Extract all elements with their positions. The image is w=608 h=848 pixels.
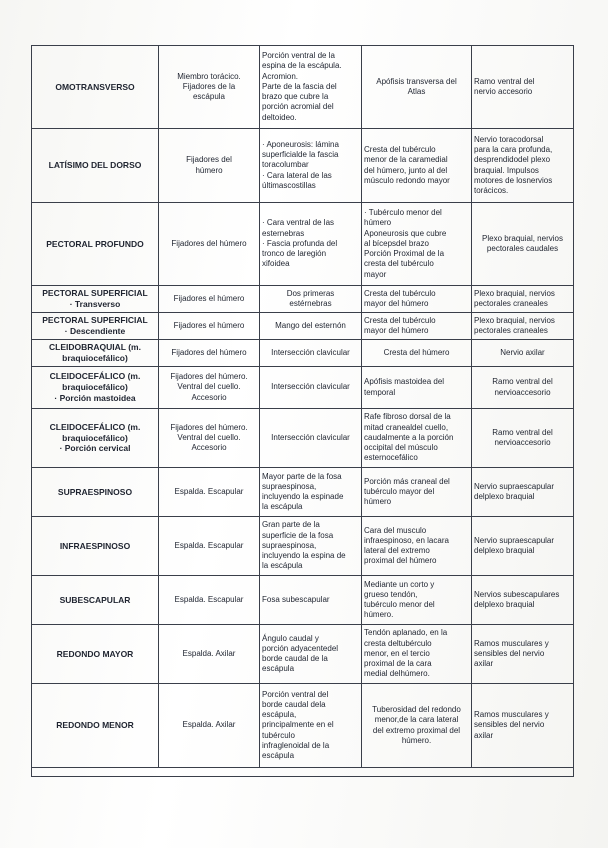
cell-line: borde caudal de la bbox=[262, 654, 328, 663]
cell-line: escápula bbox=[262, 751, 295, 761]
region-cell bbox=[159, 129, 260, 203]
cell-line: xifoidea bbox=[262, 259, 290, 269]
cell-line: cresta deltubérculo bbox=[364, 638, 432, 648]
nerve-cell bbox=[472, 517, 574, 576]
cell-line: · Fascia profunda del bbox=[262, 238, 338, 248]
cell-line: REDONDO MAYOR bbox=[56, 648, 134, 659]
cell-line: Acromion. bbox=[262, 71, 299, 81]
cell-line: Accesorio bbox=[191, 392, 227, 402]
cell-line: Porción ventral de la bbox=[262, 51, 335, 61]
cell-line: Apófisis transversa del bbox=[376, 76, 457, 86]
nerve-cell bbox=[472, 576, 574, 625]
cell-line: Ramo ventral del bbox=[492, 427, 553, 437]
cell-line: SUPRAESPINOSO bbox=[57, 486, 133, 497]
cell-line: deltoideo. bbox=[262, 112, 297, 122]
cell-line: borde caudal dela bbox=[262, 699, 326, 709]
cell-line: húmero bbox=[364, 497, 392, 507]
cell-line: · Cara lateral de las bbox=[262, 170, 332, 180]
cell-line: · Transverso bbox=[69, 299, 121, 309]
nerve-cell bbox=[472, 625, 574, 684]
origin-cell bbox=[260, 576, 362, 625]
cell-line: porción acromial del bbox=[262, 102, 334, 112]
muscle-name-cell bbox=[32, 625, 159, 684]
insertion-cell bbox=[362, 468, 472, 517]
cell-line: Porción ventral del bbox=[262, 689, 329, 699]
table-row bbox=[32, 367, 574, 409]
cell-line: Nervio supraescapular bbox=[474, 481, 555, 491]
cell-line: motores de losnervios bbox=[474, 175, 553, 185]
muscle-name-cell bbox=[32, 367, 159, 409]
nerve-cell bbox=[472, 684, 574, 768]
cell-line: Cresta del húmero bbox=[383, 347, 450, 357]
insertion-cell bbox=[362, 129, 472, 203]
table-row bbox=[32, 286, 574, 313]
cell-line: Fosa subescapular bbox=[262, 594, 330, 604]
cell-line: braquiocefálico) bbox=[62, 353, 128, 363]
cell-line: al bícepsdel brazo bbox=[364, 238, 429, 248]
muscle-name-cell bbox=[32, 517, 159, 576]
muscle-name-cell bbox=[32, 203, 159, 286]
region-cell bbox=[159, 517, 260, 576]
cell-line: mayor del húmero bbox=[364, 326, 429, 335]
cell-line: axilar bbox=[474, 659, 494, 669]
cell-line: braquial. Impulsos bbox=[474, 165, 539, 175]
cell-line: Ramo ventral del bbox=[474, 76, 535, 86]
cell-line: Miembro torácico. bbox=[177, 71, 241, 81]
cell-line: infraglenoidal de la bbox=[262, 740, 330, 750]
table-row bbox=[32, 313, 574, 340]
table-row bbox=[32, 625, 574, 684]
cell-line: · Cara ventral de las bbox=[262, 218, 335, 228]
origin-cell bbox=[260, 684, 362, 768]
cell-line: proximal de la cara bbox=[364, 659, 432, 669]
cell-line: la escápula bbox=[262, 561, 303, 571]
cell-line: Ramos musculares y bbox=[474, 638, 549, 648]
table-row bbox=[32, 340, 574, 367]
cell-line: Cresta del tubérculo bbox=[364, 288, 436, 298]
nerve-cell bbox=[472, 46, 574, 129]
table-row-empty bbox=[32, 768, 574, 777]
muscle-name-cell bbox=[32, 684, 159, 768]
nerve-cell bbox=[472, 409, 574, 468]
cell-line: medial delhúmero. bbox=[364, 669, 430, 679]
region-cell bbox=[159, 313, 260, 340]
cell-line: brazo que cubre la bbox=[262, 92, 329, 102]
cell-line: Intersección clavicular bbox=[271, 347, 350, 357]
cell-line: principalmente en el bbox=[262, 720, 334, 730]
cell-line: Plexo braquial, nervios bbox=[474, 315, 555, 325]
muscle-table bbox=[31, 45, 574, 777]
cell-line: Intersección clavicular bbox=[271, 432, 350, 442]
insertion-cell bbox=[362, 340, 472, 367]
cell-line: pectorales craneales bbox=[474, 326, 548, 335]
cell-line: esternebras bbox=[262, 228, 305, 238]
nerve-cell bbox=[472, 286, 574, 313]
cell-line: Plexo braquial, nervios bbox=[474, 288, 555, 298]
origin-cell bbox=[260, 625, 362, 684]
cell-line: Tendón aplanado, en la bbox=[364, 628, 448, 638]
origin-cell bbox=[260, 203, 362, 286]
insertion-cell bbox=[362, 203, 472, 286]
cell-line: LATÍSIMO DEL DORSO bbox=[48, 160, 142, 171]
cell-line: delplexo braquial bbox=[474, 600, 535, 609]
cell-line: Fijadores el húmero bbox=[173, 293, 245, 303]
cell-line: Plexo braquial, nervios bbox=[482, 233, 563, 243]
cell-line: mayor del húmero bbox=[364, 299, 429, 308]
cell-line: Fijadores del húmero. bbox=[170, 372, 248, 382]
cell-line: Aponeurosis que cubre bbox=[364, 228, 447, 238]
origin-cell bbox=[260, 367, 362, 409]
cell-line: Ventral del cuello. bbox=[177, 432, 241, 442]
cell-line: supraespinosa, bbox=[262, 481, 317, 491]
cell-line: Ramo ventral del bbox=[492, 377, 553, 387]
insertion-cell bbox=[362, 576, 472, 625]
cell-line: Parte de la fascia del bbox=[262, 81, 337, 91]
cell-line: Dos primeras bbox=[286, 288, 335, 298]
region-cell bbox=[159, 367, 260, 409]
cell-line: sensibles del nervio bbox=[474, 720, 545, 730]
cell-line: Porción más craneal del bbox=[364, 476, 450, 486]
cell-line: Nervio axilar bbox=[500, 347, 545, 357]
cell-line: la escápula bbox=[262, 502, 303, 512]
cell-line: · Porción cervical bbox=[59, 443, 131, 454]
cell-line: Cresta del tubérculo bbox=[364, 315, 436, 325]
insertion-cell bbox=[362, 517, 472, 576]
cell-line: delplexo braquial bbox=[474, 546, 535, 555]
region-cell bbox=[159, 46, 260, 129]
cell-line: del extremo proximal del bbox=[372, 725, 461, 735]
cell-line: axilar bbox=[474, 730, 494, 740]
table-row bbox=[32, 129, 574, 203]
region-cell bbox=[159, 409, 260, 468]
cell-line: · Aponeurosis: lámina bbox=[262, 139, 339, 149]
nerve-cell bbox=[472, 468, 574, 517]
nerve-cell bbox=[472, 340, 574, 367]
muscle-name-cell bbox=[32, 340, 159, 367]
empty-cell bbox=[32, 768, 574, 777]
cell-line: Cara del musculo bbox=[364, 525, 427, 535]
cell-line: Fijadores de la bbox=[182, 81, 236, 91]
region-cell bbox=[159, 625, 260, 684]
cell-line: estérnebras bbox=[289, 299, 332, 308]
cell-line: pectorales caudales bbox=[486, 244, 559, 253]
cell-line: Fijadores del bbox=[186, 155, 232, 165]
cell-line: infraespinoso, en lacara bbox=[364, 535, 449, 545]
cell-line: REDONDO MENOR bbox=[56, 720, 134, 731]
cell-line: mitad cranealdel cuello, bbox=[364, 422, 449, 432]
cell-line: sensibles del nervio bbox=[474, 648, 545, 658]
cell-line: Apófisis mastoidea del bbox=[364, 377, 445, 387]
muscle-name-cell bbox=[32, 409, 159, 468]
cell-line: Mayor parte de la fosa bbox=[262, 471, 342, 481]
cell-line: tubérculo menor del bbox=[364, 600, 435, 609]
cell-line: tronco de laregión bbox=[262, 249, 327, 259]
muscle-name-cell bbox=[32, 286, 159, 313]
cell-line: CLEIDOBRAQUIAL (m. bbox=[49, 342, 141, 353]
origin-cell bbox=[260, 468, 362, 517]
cell-line: húmero. bbox=[364, 610, 394, 620]
cell-line: nervioaccesorio bbox=[494, 387, 551, 397]
cell-line: supraespinosa, bbox=[262, 540, 317, 550]
origin-cell bbox=[260, 340, 362, 367]
cell-line: PECTORAL SUPERFICIAL bbox=[42, 288, 148, 299]
muscle-name-cell bbox=[32, 129, 159, 203]
cell-line: PECTORAL PROFUNDO bbox=[46, 238, 144, 249]
cell-line: SUBESCAPULAR bbox=[59, 594, 131, 605]
cell-line: nervioaccesorio bbox=[494, 438, 551, 447]
insertion-cell bbox=[362, 684, 472, 768]
cell-line: porción adyacentedel bbox=[262, 643, 339, 653]
cell-line: Ventral del cuello. bbox=[177, 382, 241, 392]
nerve-cell bbox=[472, 203, 574, 286]
cell-line: incluyendo la espina de bbox=[262, 551, 346, 561]
cell-line: grueso tendón, bbox=[364, 589, 418, 599]
cell-line: incluyendo la espinade bbox=[262, 492, 344, 501]
cell-line: OMOTRANSVERSO bbox=[55, 81, 135, 92]
cell-line: Fijadores del húmero bbox=[171, 238, 247, 248]
cell-line: superficie de la fosa bbox=[262, 530, 334, 540]
cell-line: INFRAESPINOSO bbox=[59, 540, 131, 551]
table-row bbox=[32, 46, 574, 129]
insertion-cell bbox=[362, 46, 472, 129]
cell-line: Espalda. Escapular bbox=[174, 540, 244, 550]
cell-line: Nervio toracodorsal bbox=[474, 134, 544, 144]
region-cell bbox=[159, 286, 260, 313]
cell-line: húmero bbox=[195, 165, 223, 175]
cell-line: Mango del esternón bbox=[275, 320, 346, 330]
cell-line: húmero. bbox=[401, 735, 432, 745]
cell-line: Fijadores el húmero bbox=[173, 320, 245, 330]
cell-line: Tuberosidad del redondo bbox=[372, 705, 461, 715]
muscle-name-cell bbox=[32, 313, 159, 340]
insertion-cell bbox=[362, 367, 472, 409]
cell-line: escápula bbox=[192, 92, 226, 102]
region-cell bbox=[159, 684, 260, 768]
cell-line: Espalda. Axilar bbox=[182, 648, 236, 658]
cell-line: Espalda. Escapular bbox=[174, 486, 244, 496]
cell-line: · Descendiente bbox=[64, 326, 126, 336]
insertion-cell bbox=[362, 286, 472, 313]
cell-line: tubérculo mayor del bbox=[364, 486, 435, 496]
cell-line: para la cara profunda, bbox=[474, 145, 553, 155]
cell-line: caudalmente a la porción bbox=[364, 432, 454, 442]
cell-line: toracolumbar bbox=[262, 160, 309, 170]
cell-line: pectorales craneales bbox=[474, 299, 548, 308]
insertion-cell bbox=[362, 625, 472, 684]
origin-cell bbox=[260, 409, 362, 468]
muscle-name-cell bbox=[32, 46, 159, 129]
insertion-cell bbox=[362, 409, 472, 468]
nerve-cell bbox=[472, 367, 574, 409]
cell-line: Gran parte de la bbox=[262, 520, 320, 530]
cell-line: nervio accesorio bbox=[474, 87, 533, 96]
cell-line: · Porción mastoidea bbox=[54, 392, 136, 403]
table-row bbox=[32, 409, 574, 468]
cell-line: Espalda. Escapular bbox=[174, 594, 244, 604]
cell-line: Nervio supraescapular bbox=[474, 535, 555, 545]
region-cell bbox=[159, 340, 260, 367]
cell-line: Accesorio bbox=[191, 443, 227, 453]
cell-line: menor,de la cara lateral bbox=[374, 715, 459, 725]
cell-line: cresta del tubérculo bbox=[364, 259, 434, 269]
cell-line: Ramos musculares y bbox=[474, 710, 549, 720]
region-cell bbox=[159, 203, 260, 286]
cell-line: delplexo braquial bbox=[474, 492, 535, 501]
cell-line: Atlas bbox=[407, 87, 426, 96]
cell-line: Fijadores del húmero bbox=[171, 347, 247, 357]
cell-line: PECTORAL SUPERFICIAL bbox=[42, 315, 148, 326]
cell-line: mayor bbox=[364, 269, 387, 279]
cell-line: escápula bbox=[262, 664, 295, 674]
cell-line: tubérculo bbox=[262, 730, 295, 740]
table-row bbox=[32, 684, 574, 768]
nerve-cell bbox=[472, 313, 574, 340]
cell-line: del húmero, junto al del bbox=[364, 165, 448, 175]
cell-line: lateral del extremo bbox=[364, 546, 430, 555]
cell-line: torácicos. bbox=[474, 185, 509, 195]
cell-line: escápula, bbox=[262, 710, 297, 720]
cell-line: Mediante un corto y bbox=[364, 579, 435, 589]
nerve-cell bbox=[472, 129, 574, 203]
origin-cell bbox=[260, 129, 362, 203]
cell-line: Rafe fibroso dorsal de la bbox=[364, 412, 451, 422]
cell-line: · Tubérculo menor del bbox=[364, 208, 442, 218]
cell-line: braquiocefálico) bbox=[62, 432, 128, 443]
cell-line: proximal del húmero bbox=[364, 556, 437, 566]
cell-line: Porción Proximal de la bbox=[364, 249, 445, 259]
cell-line: CLEIDOCEFÁLICO (m. bbox=[49, 371, 141, 382]
origin-cell bbox=[260, 517, 362, 576]
muscle-name-cell bbox=[32, 468, 159, 517]
origin-cell bbox=[260, 286, 362, 313]
cell-line: espina de la escápula. bbox=[262, 61, 342, 71]
origin-cell bbox=[260, 46, 362, 129]
cell-line: esternocefálico bbox=[364, 453, 418, 463]
table-row bbox=[32, 517, 574, 576]
insertion-cell bbox=[362, 313, 472, 340]
table-row bbox=[32, 468, 574, 517]
cell-line: superficialde la fascia bbox=[262, 150, 339, 160]
region-cell bbox=[159, 576, 260, 625]
origin-cell bbox=[260, 313, 362, 340]
cell-line: Espalda. Axilar bbox=[182, 720, 236, 730]
cell-line: temporal bbox=[364, 387, 396, 397]
cell-line: músculo redondo mayor bbox=[364, 175, 450, 185]
cell-line: Nervios subescapulares bbox=[474, 589, 560, 599]
table-row bbox=[32, 576, 574, 625]
cell-line: Fijadores del húmero. bbox=[170, 422, 248, 432]
cell-line: Cresta del tubérculo bbox=[364, 145, 436, 155]
cell-line: Intersección clavicular bbox=[271, 382, 350, 392]
cell-line: menor, en el tercio bbox=[364, 648, 430, 658]
cell-line: menor de la caramedial bbox=[364, 155, 448, 165]
cell-line: braquiocefálico) bbox=[62, 382, 128, 393]
cell-line: desprendidodel plexo bbox=[474, 155, 551, 165]
region-cell bbox=[159, 468, 260, 517]
table-row bbox=[32, 203, 574, 286]
cell-line: occipital del músculo bbox=[364, 443, 438, 453]
cell-line: húmero bbox=[364, 218, 392, 228]
muscle-name-cell bbox=[32, 576, 159, 625]
cell-line: CLEIDOCEFÁLICO (m. bbox=[49, 421, 141, 432]
cell-line: Ángulo caudal y bbox=[262, 633, 319, 643]
cell-line: últimascostillas bbox=[262, 180, 316, 190]
